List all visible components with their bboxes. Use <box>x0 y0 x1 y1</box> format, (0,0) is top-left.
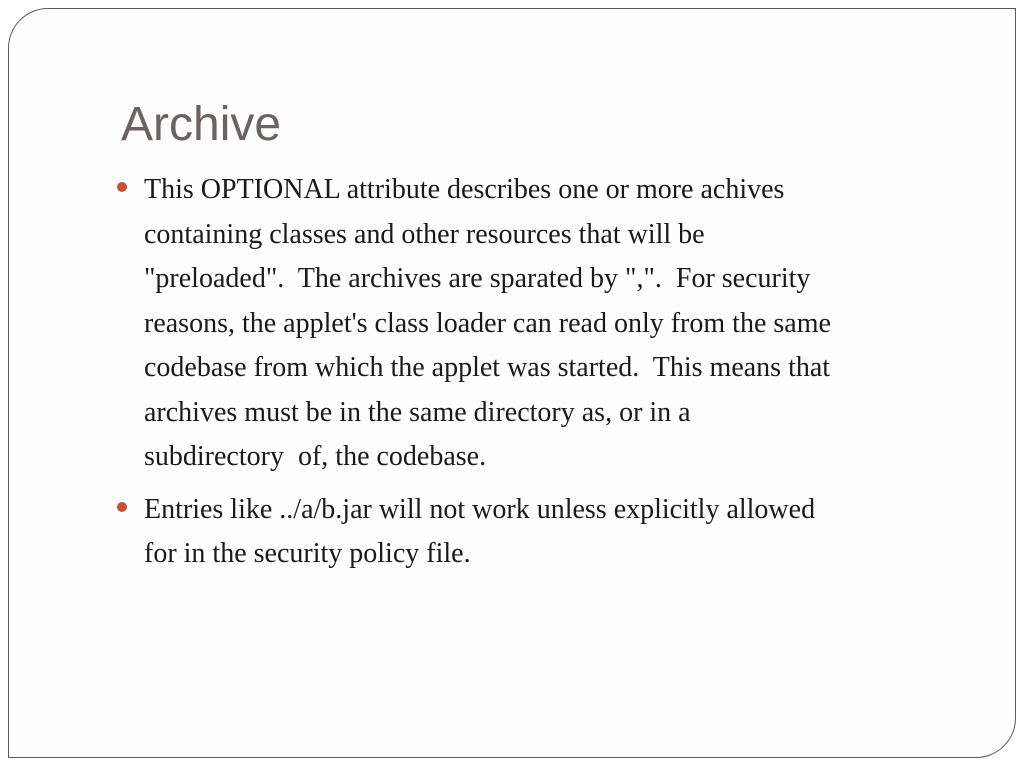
bullet-dot-icon <box>117 502 127 512</box>
bullet-text-line: subdirectory of, the codebase. <box>144 441 487 472</box>
bullet-text-line: containing classes and other resources that will be <box>144 218 705 250</box>
bullet-text-line: Entries like ../a/b.jar will not work unless explicitly allowed <box>144 493 816 525</box>
bullet-dot-icon <box>117 182 127 192</box>
bullet-text-line: archives must be in the same directory as, or in a <box>144 396 691 428</box>
bullet-text-line: "preloaded". The archives are sparated by ",". For security <box>144 263 811 294</box>
bullet-text-line: for in the security policy file. <box>144 538 471 569</box>
bullet-list <box>0 168 1024 585</box>
bullet-item <box>0 168 984 480</box>
slide-title: Archive <box>121 98 282 151</box>
bullet-text-line: codebase from which the applet was started. This means that <box>144 352 831 383</box>
bullet-text-line: reasons, the applet's class loader can read only from the same <box>144 307 831 339</box>
bullet-text-line: This OPTIONAL attribute describes one or more achives <box>144 174 785 205</box>
bullet-item <box>0 488 984 577</box>
